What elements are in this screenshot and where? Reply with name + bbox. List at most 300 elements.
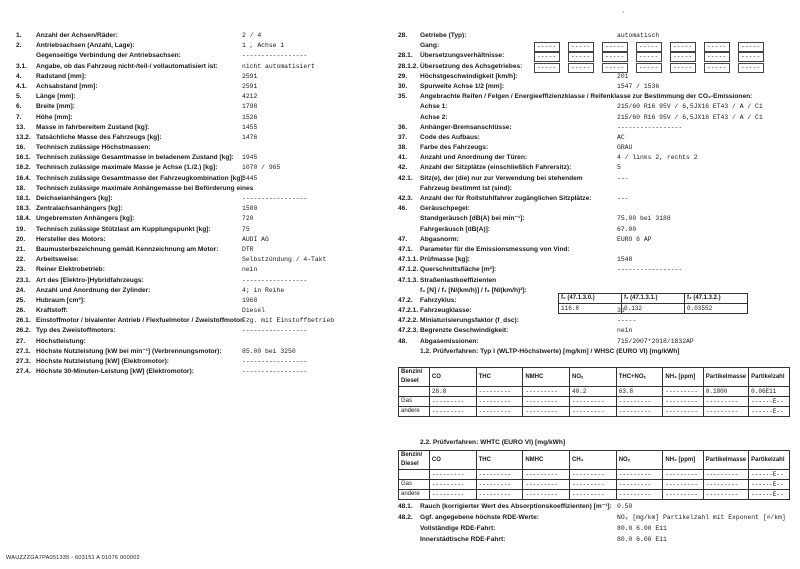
emission-cell: ------E-- [749, 407, 790, 417]
field-row [16, 367, 392, 377]
field-label: Technisch zulässige Gesamtmasse in beladenem Zustand [kg]: [36, 154, 234, 162]
emission-cell: ------E-- [749, 490, 790, 500]
field-value: ----------------- [617, 123, 683, 131]
gear-cell: ----- [670, 52, 696, 62]
field-row [398, 347, 790, 357]
emission-row [399, 407, 790, 417]
field-value: ----- [617, 317, 637, 325]
field-row [398, 194, 790, 204]
field-number: 47.1.2. [398, 266, 419, 274]
field-row [16, 51, 392, 61]
emission-cell: --------- [570, 480, 617, 490]
field-label: Rauch (korrigierter Wert des Absorptionskoeffizienten) [m⁻¹]: [420, 503, 612, 510]
field-number: 2. [16, 42, 22, 50]
field-label: f₀ [N] / f₁ [N/(km/h)] / f₂ [N/(km/h)²]: [420, 286, 527, 294]
field-label: Code des Aufbaus: [420, 133, 480, 141]
field-row [16, 102, 392, 112]
gear-cell: ----- [568, 42, 594, 52]
field-number: 41. [398, 154, 408, 162]
field-number: 47.2.3. [398, 327, 419, 335]
field-number: 47.1.3. [398, 276, 419, 284]
field-number: 48. [398, 337, 408, 345]
field-label: Ungebremsten Anhängers [kg]: [36, 215, 135, 223]
emission-row [399, 387, 790, 397]
field-label: Technisch zulässige maximale Masse je Achse (1./2.) [kg]: [36, 164, 218, 172]
field-row [398, 225, 790, 235]
field-number: 42. [398, 164, 408, 172]
field-number: 16.1. [16, 154, 31, 162]
gear-cell: ----- [704, 42, 730, 52]
field-row [16, 163, 392, 173]
field-label: Prüfmasse [kg]: [420, 256, 470, 264]
field-value: 75 [242, 225, 250, 233]
field-row [16, 296, 392, 306]
emission-cell: --------- [476, 470, 523, 480]
field-row [398, 41, 790, 51]
field-value: 1500 [242, 205, 258, 213]
field-label: Anzahl der Achsen/Räder: [36, 32, 118, 39]
gear-cell: ----- [704, 52, 730, 62]
field-value: 201 [617, 72, 629, 80]
field-label: Abgasemissionen: [420, 337, 479, 345]
field-label: Technisch zulässige Höchstmassen: [36, 144, 151, 152]
field-label: Anhänger-Bremsanschlüsse: [420, 123, 512, 131]
right-bottom-block [398, 502, 790, 546]
gear-cell: ----- [636, 52, 662, 62]
emission-header-cell: THC [476, 451, 523, 470]
field-row [16, 306, 392, 316]
field-number: 27.4. [16, 368, 31, 376]
emission-cell: --------- [616, 397, 663, 407]
field-label: Fahrzeug bestimmt ist (sind): [420, 184, 512, 192]
road-load-cell: 0.132 [622, 304, 685, 314]
field-row [398, 82, 790, 92]
emission-cell: ------E-- [749, 470, 790, 480]
field-value: 720 [242, 215, 254, 223]
field-value: 1070 / 965 [242, 164, 281, 172]
field-value: Diesel [242, 307, 266, 315]
field-number: 42.3. [398, 195, 413, 202]
field-row [16, 225, 392, 235]
field-row [16, 255, 392, 265]
gear-cell: ----- [602, 52, 628, 62]
field-label: Übersetzung des Achsgetriebes: [420, 62, 523, 70]
field-row [398, 153, 790, 163]
field-number: 26. [16, 307, 26, 315]
gear-cell: ----- [568, 63, 594, 73]
gear-cell: ----- [738, 63, 764, 73]
emission-header-cell: Partikelzahl [749, 451, 790, 470]
emission-cell: --------- [476, 397, 523, 407]
field-label: Art des [Elektro-]Hybridfahrzeugs: [36, 276, 144, 284]
field-label: Angebrachte Reifen / Felgen / Energieeffizienzklasse / Reifenklasse zur Bestimmung der CO₂-Emissionen: [420, 93, 753, 101]
field-label: Fahrzyklus: [420, 296, 457, 304]
field-value: automatisch [617, 32, 660, 39]
emission-cell: Gas [399, 397, 430, 407]
field-label: Querschnittsfläche [m²]: [420, 266, 497, 274]
emission-row [399, 470, 790, 480]
emission-header-cell: CO [429, 368, 476, 387]
emission-cell: --------- [663, 387, 703, 397]
field-number: 16.2. [16, 164, 31, 172]
field-row [16, 143, 392, 153]
field-row [398, 113, 790, 123]
field-row [16, 153, 392, 163]
left-column [16, 31, 392, 377]
emission-header-cell: Benzin/ Diesel [399, 451, 430, 470]
emission-cell: --------- [663, 397, 703, 407]
emission-cell: ------E-- [749, 480, 790, 490]
field-number: 24. [16, 286, 26, 294]
field-row [398, 184, 790, 194]
field-row [398, 326, 790, 336]
field-row [16, 194, 392, 204]
emission-cell: --------- [616, 490, 663, 500]
emission-cell: --------- [523, 397, 570, 407]
field-row [16, 184, 392, 194]
field-row [398, 255, 790, 265]
field-label: Technisch zulässige Gesamtmasse der Fahrzeugkombination [kg]: [36, 174, 245, 182]
gear-cell: ----- [670, 63, 696, 73]
field-value: 1526 [242, 113, 258, 121]
field-value: 67.00 [617, 225, 637, 233]
field-value: nicht automatisiert [242, 62, 315, 70]
field-row [398, 502, 790, 513]
field-row [398, 62, 790, 72]
emission-cell: 40.2 [570, 387, 617, 397]
emission-cell: 0.1800 [703, 387, 748, 397]
field-value: 2 / 4 [242, 32, 262, 39]
road-load-coefficient-table [558, 293, 748, 314]
emission-cell: --------- [663, 490, 703, 500]
gear-cell: ----- [534, 52, 560, 62]
emission-cell: --------- [703, 470, 748, 480]
field-number: 28.1. [398, 52, 413, 60]
field-number: 29. [398, 72, 408, 80]
field-value: ----------------- [242, 195, 308, 202]
field-number: 47.2.1. [398, 307, 419, 315]
emission-header-cell: CO [429, 451, 476, 470]
field-row [398, 51, 790, 61]
field-label: Geräuschpegel: [420, 205, 470, 213]
field-label: Masse in fahrbereitem Zustand [kg]: [36, 123, 150, 131]
field-number: 18.1. [16, 195, 31, 202]
field-label: Achsabstand [mm]: [36, 82, 98, 90]
field-value: 4 / links 2, rechts 2 [617, 154, 698, 162]
field-number: 23. [16, 266, 26, 274]
field-label: Sitz(e), der (die) nur zur Verwendung bei stehendem [420, 174, 583, 182]
emission-cell: --------- [703, 490, 748, 500]
field-row [16, 123, 392, 133]
field-label: Abgasnorm: [420, 235, 459, 243]
field-value: 1547 / 1536 [617, 82, 660, 90]
emission-cell: --------- [570, 407, 617, 417]
document-footer-vin: WAUZZZGA7PA051335 - 603151 A 01076 000002 [6, 555, 140, 561]
field-row [398, 337, 790, 347]
emission-cell: --------- [570, 490, 617, 500]
field-label: Höchstgeschwindigkeit [km/h]: [420, 72, 518, 80]
field-label: Anzahl und Anordnung der Türen: [420, 154, 528, 162]
field-value: nein [242, 266, 258, 274]
field-row [398, 276, 790, 286]
field-value: DTR [242, 245, 254, 253]
field-label: Begrenzte Geschwindigkeit: [420, 327, 509, 335]
field-row [398, 524, 790, 535]
field-number: 18.4. [16, 215, 31, 223]
field-value: 1968 [242, 296, 258, 304]
field-label: Fahrgeräusch [dB(A)]: [420, 225, 490, 233]
field-label: Getriebe (Typ): [420, 32, 467, 39]
field-label: Länge [mm]: [36, 93, 76, 101]
field-label: 1.2. Prüfverfahren: Typ I (WLTP-Höchstwerte) [mg/km] / WHSC (EURO VI) [mg/kWh] [420, 347, 680, 355]
field-value: 75.00 bei 3188 [617, 215, 671, 223]
field-row [16, 204, 392, 214]
field-value: 1476 [242, 133, 258, 141]
field-value: 715/2007*2018/1832AP [617, 337, 694, 345]
field-label: Radstand [mm]: [36, 72, 87, 80]
emission-cell: --------- [703, 407, 748, 417]
field-row [16, 276, 392, 286]
gear-cell: ----- [602, 63, 628, 73]
field-number: 27.3. [16, 358, 31, 365]
field-value: ----------------- [242, 276, 308, 284]
field-number: 19. [16, 225, 26, 233]
field-value: nein [617, 327, 633, 335]
emission-cell: ------E-- [749, 397, 790, 407]
emission-cell: --------- [523, 387, 570, 397]
field-label: Spurweite Achse 1/2 [mm]: [420, 82, 505, 90]
field-number: 23.1. [16, 276, 31, 284]
field-value: 85.00 bei 3250 [242, 347, 296, 355]
field-label: Anzahl der für Rollstuhlfahrer zugänglichen Sitzplätze: [420, 195, 592, 202]
gear-cell: ----- [636, 63, 662, 73]
field-row [16, 174, 392, 184]
field-value: EURO 6 AP [617, 235, 652, 243]
emission-cell: --------- [523, 407, 570, 417]
emission-header-cell: NH₃ [ppm] [663, 368, 703, 387]
emission-cell: --------- [429, 397, 476, 407]
field-label: Breite [mm]: [36, 103, 75, 111]
emission-method-2-title: 2.2. Prüfverfahren: WHTC (EURO VI) [mg/kWh] [420, 439, 566, 446]
field-value: 1798 [242, 103, 258, 111]
field-value: 0.50 [617, 503, 633, 510]
emission-cell: --------- [476, 490, 523, 500]
field-value: 3b [617, 307, 625, 315]
field-value: GRAU [617, 144, 633, 152]
field-value: 80.0 6.00 E11 [617, 536, 667, 543]
field-number: 18. [16, 184, 26, 192]
field-number: 47.2. [398, 296, 413, 304]
emis1-table [398, 367, 790, 417]
emission-cell: andere [399, 407, 430, 417]
field-label: Hubraum [cm³]: [36, 296, 86, 304]
field-value: 215/60 R16 95V / 6,5JX16 ET43 / A / C1 [617, 113, 763, 121]
field-number: 1. [16, 32, 22, 39]
field-row [16, 326, 392, 336]
field-number: 13.2. [16, 133, 31, 141]
field-value: ----------------- [242, 368, 308, 376]
field-value: 4; in Reihe [242, 286, 285, 294]
field-row [398, 174, 790, 184]
field-row [398, 123, 790, 133]
field-number: 27.1. [16, 347, 31, 355]
field-row [398, 214, 790, 224]
field-value: Selbstzündung / 4-Takt [242, 256, 327, 264]
field-value: 5 [617, 164, 621, 172]
emission-header-cell: Partikelmasse [703, 368, 748, 387]
field-value: 1548 [617, 256, 633, 264]
field-number: 42.1. [398, 174, 413, 182]
emission-cell: --------- [476, 387, 523, 397]
field-number: 22. [16, 256, 26, 264]
emission-cell: 28.8 [429, 387, 476, 397]
emission-header-cell: NOₓ [570, 368, 617, 387]
emission-cell: --------- [476, 407, 523, 417]
emission-cell: --------- [616, 480, 663, 490]
emission-row [399, 397, 790, 407]
field-row [398, 513, 790, 524]
field-label: Innerstädtische RDE-Fahrt: [420, 536, 506, 543]
field-row [398, 102, 790, 112]
field-number: 46. [398, 205, 408, 213]
emission-row [399, 480, 790, 490]
field-number: 26.2. [16, 327, 31, 335]
field-row [16, 82, 392, 92]
emission-cell: --------- [570, 470, 617, 480]
field-row [16, 214, 392, 224]
field-label: Arbeitsweise: [36, 256, 79, 264]
field-label: Technisch zulässige maximale Anhängemasse bei Beförderung eines [36, 184, 254, 192]
gear-cell: ----- [738, 52, 764, 62]
field-label: Baumusterbezeichnung gemäß Kennzeichnung am Motor: [36, 245, 219, 253]
emission-cell: --------- [570, 397, 617, 407]
field-number: 47.1.1. [398, 256, 419, 264]
emission-cell: andere [399, 490, 430, 500]
field-row [16, 72, 392, 82]
field-number: 28.1.2. [398, 62, 419, 70]
road-load-row [559, 304, 748, 314]
road-load-cell: f₁ (47.1.3.1.) [622, 294, 685, 304]
field-label: Zentralachsanhängers [kg]: [36, 205, 123, 213]
emission-cell: --------- [429, 490, 476, 500]
field-value: 1945 [242, 154, 258, 162]
field-number: 30. [398, 82, 408, 90]
field-row [16, 62, 392, 72]
field-row [398, 535, 790, 546]
emission-row [399, 490, 790, 500]
emission-header-row [399, 451, 790, 470]
emission-cell: Gas [399, 480, 430, 490]
emission-cell: --------- [616, 470, 663, 480]
field-row [16, 41, 392, 51]
emission-cell: --------- [429, 407, 476, 417]
field-value: 80.0 6.00 E11 [617, 525, 667, 532]
field-number: 36. [398, 123, 408, 131]
field-row [16, 235, 392, 245]
road-load-cell: f₀ (47.1.3.0.) [559, 294, 622, 304]
emission-cell: 0.06E11 [749, 387, 790, 397]
scan-mark: ˇ [622, 12, 625, 19]
emission-header-row [399, 368, 790, 387]
field-value: ----------------- [617, 266, 683, 274]
field-number: 48.1. [398, 503, 413, 510]
field-row [16, 265, 392, 275]
field-row [398, 143, 790, 153]
emis2-table [398, 450, 790, 500]
field-label: Übersetzungsverhältnisse: [420, 52, 505, 60]
field-label: Höchste Nutzleistung [kW bei min⁻¹] (Verbrennungsmotor): [36, 347, 222, 355]
field-number: 16. [16, 144, 26, 152]
field-number: 48.2. [398, 514, 413, 521]
field-number: 4. [16, 72, 22, 80]
gear-cell: ----- [568, 52, 594, 62]
field-label: Reiner Elektrobetrieb: [36, 266, 105, 274]
field-row [16, 92, 392, 102]
road-load-cell: 116.8 [559, 304, 622, 314]
field-number: 47.2.2. [398, 317, 419, 325]
field-label: Höchstleistung: [36, 337, 86, 345]
field-row [398, 31, 790, 41]
field-row [16, 31, 392, 41]
field-label: Höchste Nutzleistung [kW] (Elektromotor): [36, 358, 169, 365]
field-label: Antriebsachsen (Anzahl, Lage): [36, 42, 135, 50]
emission-header-cell: THC+NOₓ [616, 368, 663, 387]
field-value: 2591 [242, 82, 258, 90]
field-label: Gegenseitige Verbindung der Antriebsachsen: [36, 52, 181, 60]
field-label: Angabe, ob das Fahrzeug nicht-/teil-/ vollautomatisiert ist: [36, 62, 218, 70]
field-row [16, 337, 392, 347]
field-number: 28. [398, 32, 408, 39]
field-value: 1455 [242, 123, 258, 131]
field-row [16, 245, 392, 255]
road-load-cell: f₂ (47.1.3.2.) [685, 294, 748, 304]
field-row [16, 113, 392, 123]
field-label: Hersteller des Motors: [36, 235, 106, 243]
field-value: ----------------- [242, 358, 308, 365]
field-label: Vollständige RDE-Fahrt: [420, 525, 496, 532]
emission-cell: --------- [476, 480, 523, 490]
field-number: 3.1. [16, 62, 27, 70]
gear-cell: ----- [602, 42, 628, 52]
field-label: Typ des Zweistoffmotors: [36, 327, 116, 335]
field-number: 5. [16, 93, 22, 101]
field-value: 2591 [242, 72, 258, 80]
emission-cell: --------- [703, 397, 748, 407]
field-number: 47.1. [398, 245, 413, 253]
field-number: 38. [398, 144, 408, 152]
field-number: 35. [398, 93, 408, 101]
field-label: Achse 2: [420, 113, 448, 121]
field-label: Achse 1: [420, 103, 448, 111]
field-value: 4212 [242, 93, 258, 101]
field-label: Einstoffmotor / bivalenter Antrieb / Flexfuelmotor / Zweistoffmotor: [36, 317, 245, 325]
gear-cell: ----- [738, 42, 764, 52]
field-row [398, 245, 790, 255]
field-row [398, 204, 790, 214]
emission-cell: --------- [663, 407, 703, 417]
right-column [398, 31, 790, 543]
road-load-cell: 0.03552 [685, 304, 748, 314]
field-row [16, 347, 392, 357]
emission-cell: --------- [523, 480, 570, 490]
field-value: AC [617, 133, 625, 141]
field-label: Anzahl und Anordnung der Zylinder: [36, 286, 151, 294]
field-row [16, 357, 392, 367]
field-number: 37. [398, 133, 408, 141]
gear-cell: ----- [670, 42, 696, 52]
emission-header-cell: NMHC [523, 368, 570, 387]
field-label: Kraftstoff: [36, 307, 68, 315]
